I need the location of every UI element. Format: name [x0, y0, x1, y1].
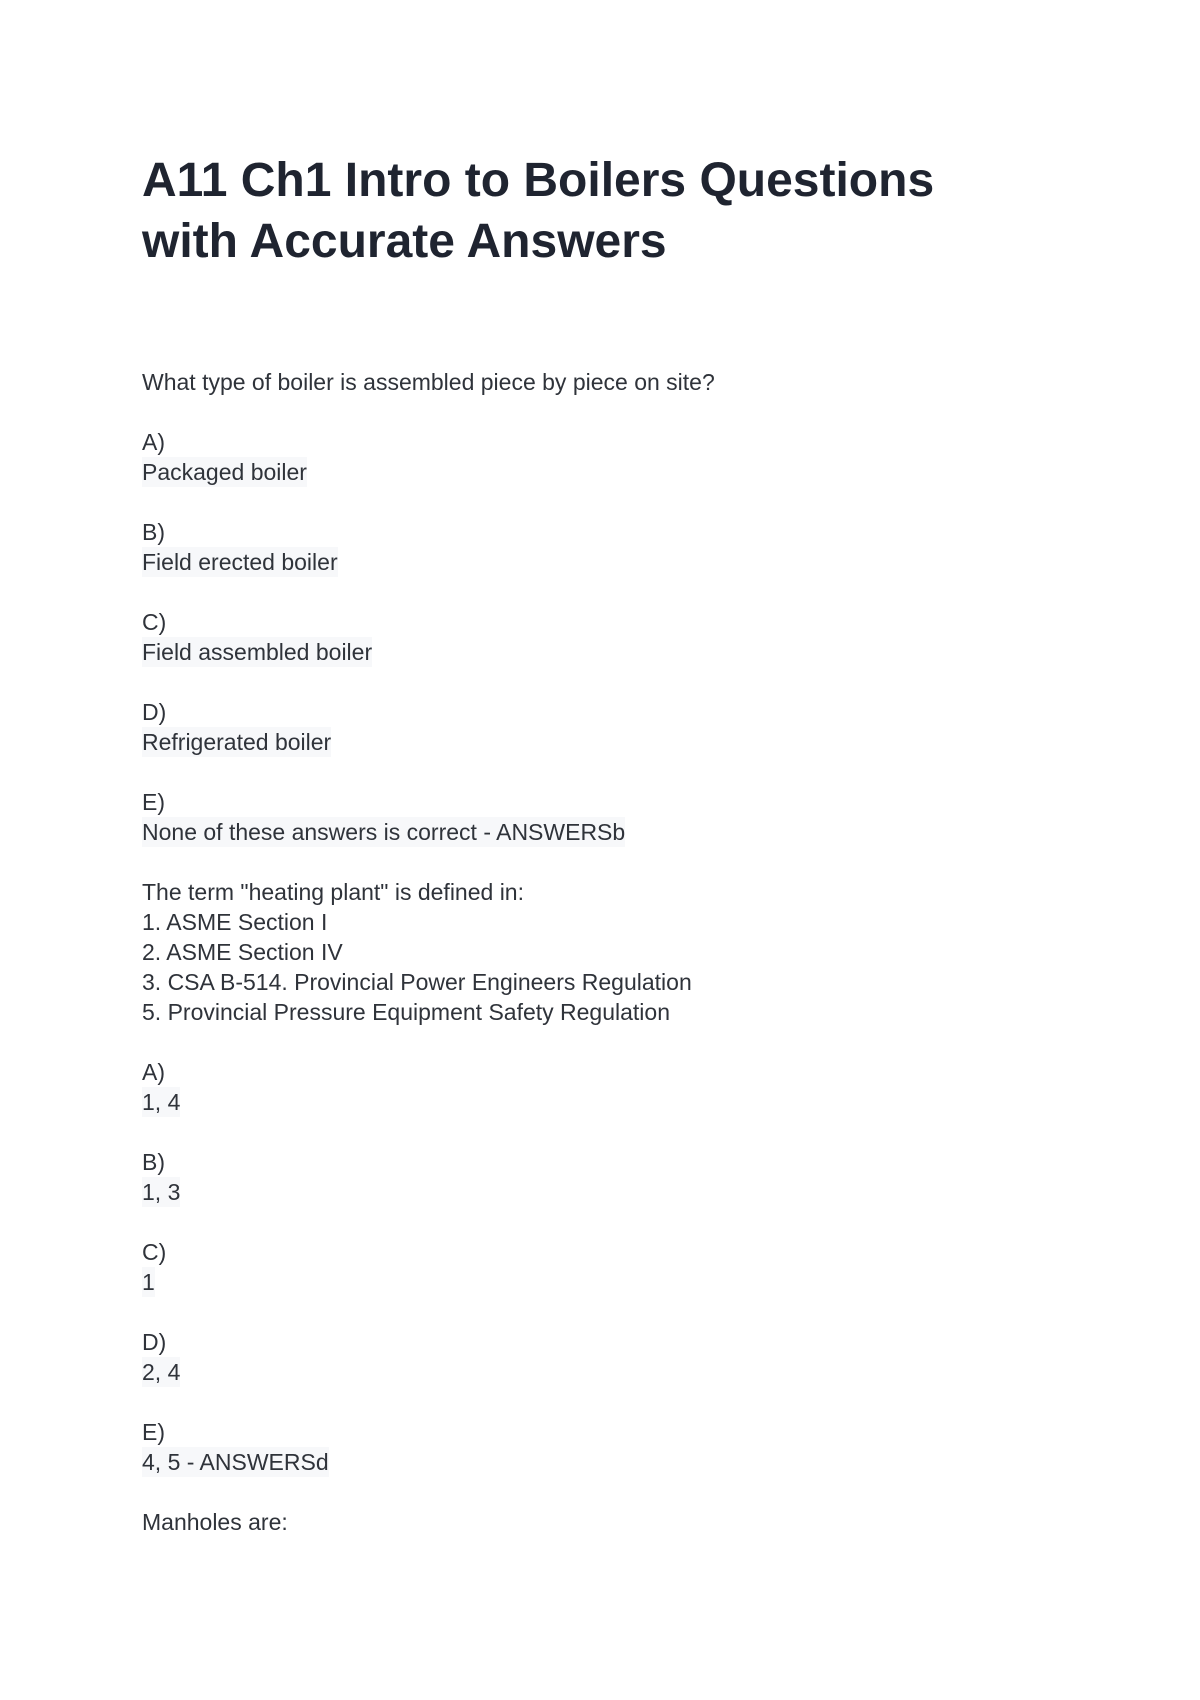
option-text: 1, 3 [142, 1179, 181, 1205]
option-letter: B) [142, 519, 165, 545]
answer-option-a [142, 427, 1082, 487]
question-1 [142, 367, 1082, 847]
option-letter: E) [142, 789, 165, 815]
option-text: Packaged boiler [142, 459, 307, 485]
question-prompt-line: 5. Provincial Pressure Equipment Safety Regulation [142, 999, 671, 1025]
option-letter: D) [142, 699, 167, 725]
answer-option-c [142, 607, 1082, 667]
option-text: None of these answers is correct - ANSWERSb [142, 819, 626, 845]
option-text: 4, 5 - ANSWERSd [142, 1449, 329, 1475]
option-text: 1 [142, 1269, 155, 1295]
answer-option-d [142, 697, 1082, 757]
option-letter: E) [142, 1419, 165, 1445]
option-letter: C) [142, 609, 167, 635]
option-letter: B) [142, 1149, 165, 1175]
option-text: Refrigerated boiler [142, 729, 332, 755]
page-title: A11 Ch1 Intro to Boilers Questions with Accurate Answers [142, 154, 935, 268]
question-2 [142, 877, 1082, 1477]
option-letter: C) [142, 1239, 167, 1265]
question-3 [142, 1507, 1082, 1537]
question-prompt [142, 1507, 1082, 1537]
answer-option-b [142, 1147, 1082, 1207]
answer-option-c [142, 1237, 1082, 1297]
answer-option-e [142, 1417, 1082, 1477]
option-letter: D) [142, 1329, 167, 1355]
question-list [142, 367, 1082, 1537]
answer-option-a [142, 1057, 1082, 1117]
question-prompt-line: 1. ASME Section I [142, 909, 328, 935]
answer-option-e [142, 787, 1082, 847]
question-prompt-line: The term "heating plant" is defined in: [142, 879, 524, 905]
document-page [142, 150, 1082, 1567]
option-letter: A) [142, 1059, 165, 1085]
option-text: 1, 4 [142, 1089, 181, 1115]
question-prompt-line: What type of boiler is assembled piece by piece on site? [142, 369, 715, 395]
question-prompt [142, 877, 1082, 1027]
answer-option-d [142, 1327, 1082, 1387]
option-letter: A) [142, 429, 165, 455]
option-text: 2, 4 [142, 1359, 181, 1385]
question-prompt-line: Manholes are: [142, 1509, 288, 1535]
question-prompt-line: 3. CSA B-514. Provincial Power Engineers Regulation [142, 969, 692, 995]
option-text: Field assembled boiler [142, 639, 373, 665]
question-prompt [142, 367, 1082, 397]
answer-option-b [142, 517, 1082, 577]
question-prompt-line: 2. ASME Section IV [142, 939, 343, 965]
option-text: Field erected boiler [142, 549, 338, 575]
